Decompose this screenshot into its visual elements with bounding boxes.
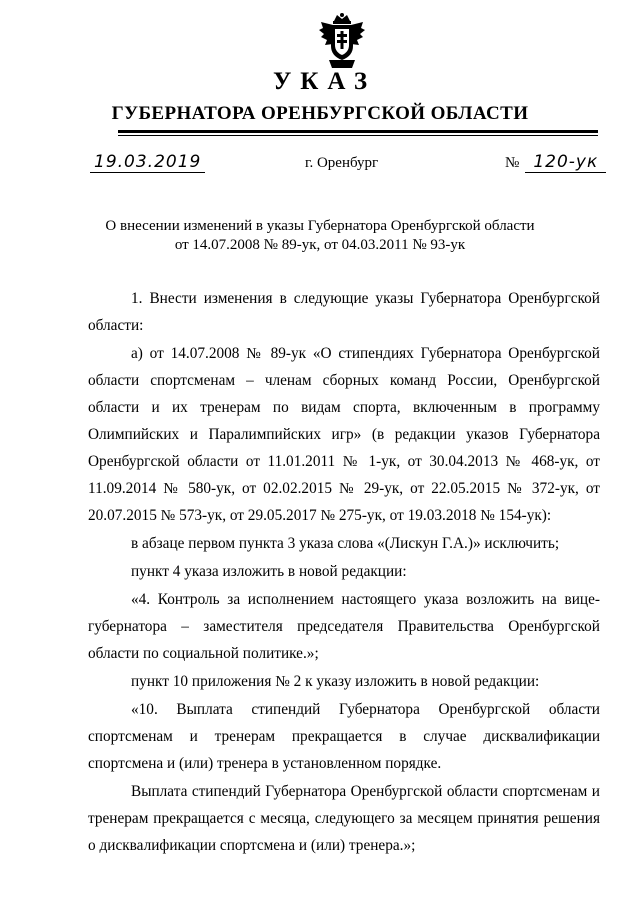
number-sign: № [505, 155, 520, 171]
coat-of-arms-icon [319, 12, 365, 68]
body-paragraph: «4. Контроль за исполнением настоящего указа возложить на вице-губернатора – заместителя председателя Правительства Оренбургской области по социальной политике.»; [88, 591, 600, 662]
subject-line-1: О внесении изменений в указы Губернатора Оренбургской области [105, 218, 535, 234]
decree-number [505, 152, 606, 173]
decree-subject [0, 217, 640, 255]
number-value: 120-ук [525, 152, 606, 173]
decree-body [88, 285, 600, 859]
body-paragraph: «10. Выплата стипендий Губернатора Оренбургской области спортсменам и тренерам прекращается в случае дисквалификации спортсмена и (или) тренера в установленном порядке. [88, 701, 600, 772]
decree-date [90, 152, 205, 173]
subject-line-2: от 14.07.2008 № 89-ук, от 04.03.2011 № 93-ук [174, 237, 466, 253]
body-paragraph: в абзаце первом пункта 3 указа слова «(Лискун Г.А.)» исключить; [131, 535, 560, 552]
document-type-title: УКАЗ [272, 68, 377, 95]
body-paragraph: Выплата стипендий Губернатора Оренбургской области спортсменам и тренерам прекращается с месяца, следующего за месяцем принятия решения о дисквалификации спортсмена и (или) тренера.»; [88, 783, 600, 854]
issuer-title: ГУБЕРНАТОРА ОРЕНБУРГСКОЙ ОБЛАСТИ [111, 103, 529, 124]
date-value: 19.03.2019 [90, 152, 205, 173]
body-paragraph: пункт 10 приложения № 2 к указу изложить в новой редакции: [131, 673, 540, 690]
body-paragraph: пункт 4 указа изложить в новой редакции: [131, 563, 407, 580]
body-paragraph: 1. Внести изменения в следующие указы Губернатора Оренбургской области: [88, 290, 600, 334]
body-paragraph: а) от 14.07.2008 № 89-ук «О стипендиях Губернатора Оренбургской области спортсменам – членам сборных команд России, Оренбургской области и их тренерам по видам спорта, включенным в программу Олимпийских и Паралимпийских игр» (в редакции указов Губернатора Оренбургской области от 11.01.2011 № 1-ук, от 30.04.2013 № 468-ук, от 11.09.2014 № 580-ук, от 02.02.2015 № 29-ук, от 22.05.2015 № 372-ук, от 20.07.2015 № 573-ук, от 29.05.2017 № 275-ук, от 19.03.2018 № 154-ук): [88, 345, 600, 524]
header-divider-thin [118, 135, 598, 136]
header-divider-thick [118, 130, 598, 133]
decree-city: г. Оренбург [305, 155, 379, 171]
